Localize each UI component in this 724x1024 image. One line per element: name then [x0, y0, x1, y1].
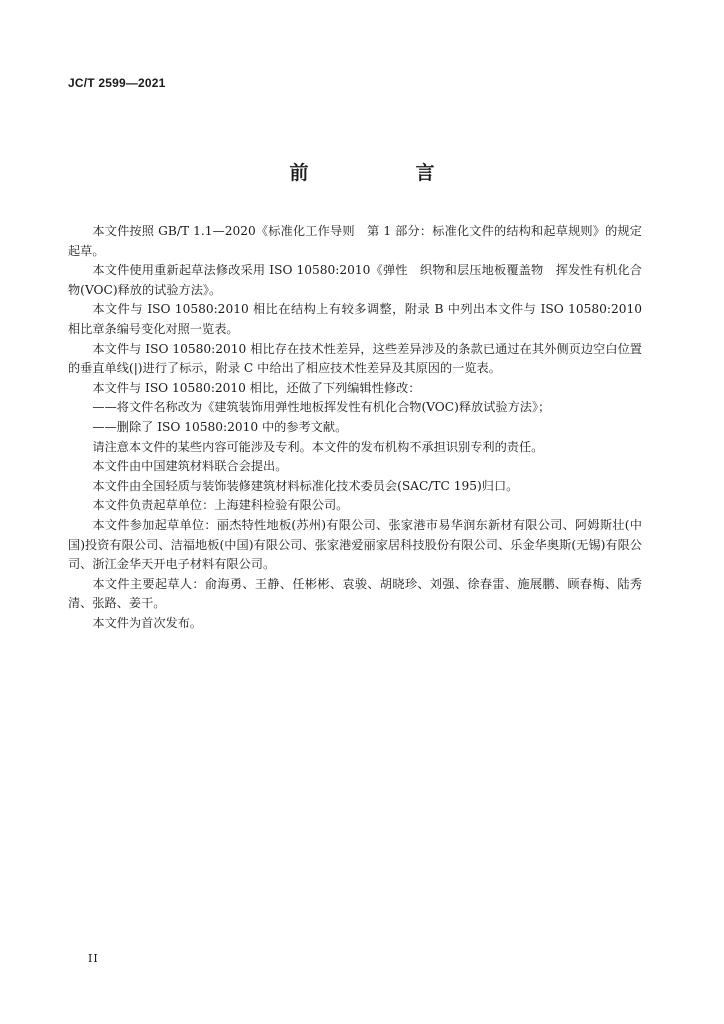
- paragraph-first-release: 本文件为首次发布。: [92, 615, 203, 630]
- paragraph-proposer: 本文件由中国建筑材料联合会提出。: [92, 459, 288, 474]
- paragraph-drafting-rules: 本文件按照 GB/T 1.1—2020《标准化工作导则 第 1 部分：标准化文件的结构和起草规则》的规定起草。: [68, 224, 642, 258]
- paragraph-adoption-method: 本文件使用重新起草法修改采用 ISO 10580:2010《弹性 织物和层压地板覆盖物 挥发性有机化合物(VOC)释放的试验方法》。: [68, 263, 642, 297]
- paragraph-editorial-rename: ——将文件名称改为《建筑装饰用弹性地板挥发性有机化合物(VOC)释放试验方法》；: [92, 400, 551, 415]
- paragraph-editorial-intro: 本文件与 ISO 10580:2010 相比，还做了下列编辑性修改：: [92, 380, 421, 395]
- paragraph-lead-drafter: 本文件负责起草单位：上海建科检验有限公司。: [92, 498, 349, 513]
- paragraph-structural-changes: 本文件与 ISO 10580:2010 相比在结构上有较多调整，附录 B 中列出本文件与 ISO 10580:2010 相比章条编号变化对照一览表。: [68, 302, 642, 336]
- paragraph-patent-notice: 请注意本文件的某些内容可能涉及专利。本文件的发布机构不承担识别专利的责任。: [92, 439, 544, 454]
- paragraph-committee: 本文件由全国轻质与装饰装修建筑材料标准化技术委员会(SAC/TC 195)归口。: [92, 478, 519, 493]
- document-code: JC/T 2599—2021: [68, 76, 166, 90]
- page-number: II: [88, 952, 99, 965]
- paragraph-technical-differences: 本文件与 ISO 10580:2010 相比存在技术性差异，这些差异涉及的条款已通过在其外侧页边空白位置的垂直单线(|)进行了标示，附录 C 中给出了相应技术性差异及其原因的一览表。: [68, 341, 642, 376]
- paragraph-editorial-delete: ——删除了 ISO 10580:2010 中的参考文献。: [92, 419, 348, 434]
- page-title: 前 言: [289, 162, 479, 184]
- paragraph-main-drafters: 本文件主要起草人：俞海勇、王静、任彬彬、袁骏、胡晓珍、刘强、徐春雷、施展鹏、顾春梅、陆秀清、张路、姜干。: [68, 576, 642, 611]
- paragraph-participating-drafters: 本文件参加起草单位：丽杰特性地板(苏州)有限公司、张家港市易华润东新材有限公司、阿姆斯壮(中国)投资有限公司、洁福地板(中国)有限公司、张家港爱丽家居科技股份有限公司、乐金华奥斯(无锡)有限公司、浙江金华天开电子材料有限公司。: [68, 517, 642, 572]
- foreword-body: [68, 222, 642, 633]
